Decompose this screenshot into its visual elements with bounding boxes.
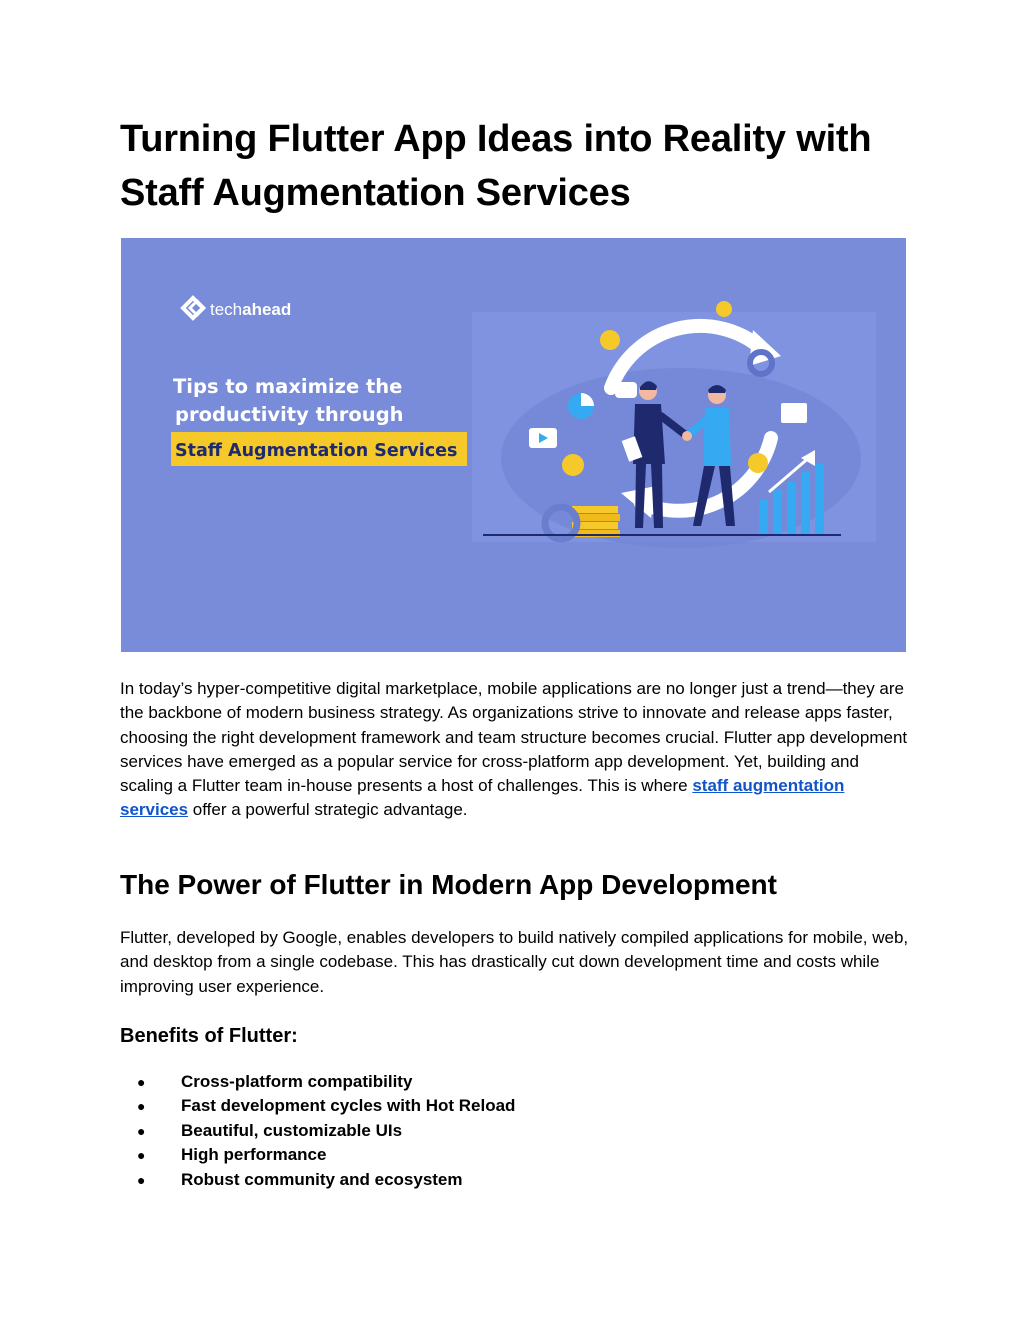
list-item — [120, 1119, 515, 1143]
benefits-subheading: Benefits of Flutter: — [120, 1025, 298, 1047]
bullet-icon: ● — [137, 1171, 146, 1188]
benefit-text: Beautiful, customizable UIs — [181, 1120, 403, 1140]
staff-augmentation-link[interactable]: staff augmentation services — [120, 776, 845, 820]
benefit-text: Cross-platform compatibility — [181, 1072, 413, 1091]
intro-text-before: In today’s hyper-competitive digital marketplace, mobile applications are no longer just a trend—they are the backbone of modern business strategy. As organizations strive to innovate and release apps faster, choosing the right development framework and team structure becomes crucial. Flutter app development services have emerged as a popular service for cross-platform app development. Yet, building and scaling a Flutter team in-house presents a host of challenges. This is where — [120, 679, 908, 796]
intro-text-after: offer a powerful strategic advantage. — [188, 800, 468, 820]
benefit-text: Fast development cycles with Hot Reload — [181, 1096, 516, 1116]
page-title: Turning Flutter App Ideas into Reality with Staff Augmentation Services — [120, 118, 872, 214]
bullet-icon: ● — [137, 1122, 146, 1139]
bullet-icon: ● — [137, 1074, 146, 1090]
benefits-list — [120, 1070, 515, 1192]
list-item — [120, 1143, 515, 1167]
banner-headline-line1: Tips to maximize the — [173, 375, 403, 398]
benefit-text: High performance — [181, 1145, 327, 1165]
banner-headline-line2: productivity through — [175, 403, 404, 426]
intro-paragraph — [120, 677, 910, 823]
handshake-illustration — [472, 301, 876, 548]
flutter-paragraph: Flutter, developed by Google, enables developers to build natively compiled applications for mobile, web, and desktop from a single codebase. This has drastically cut down development time and costs while improving user experience. — [120, 928, 909, 996]
benefit-text: Robust community and ecosystem — [181, 1169, 463, 1189]
banner-highlight: Staff Augmentation Services — [175, 441, 458, 461]
brand-name: techahead — [210, 300, 292, 319]
list-item — [120, 1168, 515, 1192]
hero-banner-image — [121, 238, 906, 652]
bullet-icon: ● — [137, 1147, 146, 1164]
list-item — [120, 1094, 515, 1118]
bullet-icon: ● — [137, 1098, 146, 1115]
section-heading: The Power of Flutter in Modern App Development — [120, 869, 777, 900]
list-item — [120, 1070, 515, 1094]
